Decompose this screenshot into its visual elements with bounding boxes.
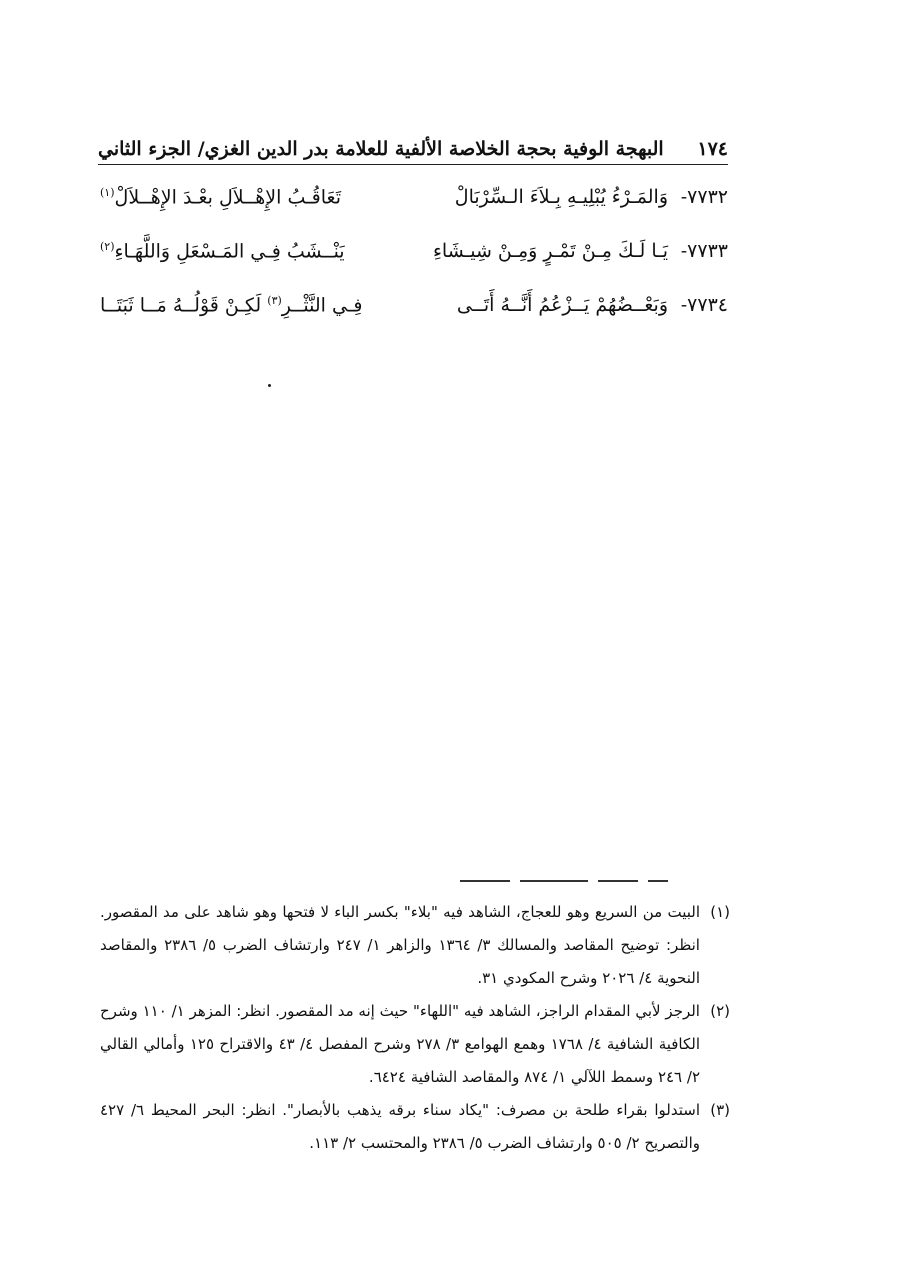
- footnote-number: (٣): [710, 1101, 730, 1119]
- page-number: ١٧٤: [697, 138, 728, 160]
- verse-line: [100, 170, 728, 224]
- footnote-reference: (٣): [267, 293, 282, 307]
- verse-second-text-start: فِـي النَّثْــرِ: [281, 294, 363, 317]
- page-header: [98, 130, 728, 160]
- footnote-separator: [460, 880, 668, 882]
- verse-second-text-end: لَكِـنْ قَوْلُــهُ مَــا ثَبَتَــا: [100, 294, 262, 317]
- footnote-text: استدلوا بقراء طلحة بن مصرف: "يكاد سناء برقه يذهب بالأبصار". انظر: البحر المحيط ٦/ ٤٢٧ والتصريح ٢/ ٥٠٥ وارتشاف الضرب ٥/ ٢٣٨٦ والمحتسب ٢/ ١١٣.: [100, 1101, 700, 1152]
- footnote: [100, 1094, 730, 1160]
- stray-dot: [268, 384, 271, 387]
- footnote-number: (٢): [710, 1002, 730, 1020]
- verse-number: ٧٧٣٤-: [680, 294, 728, 316]
- verse-second-hemistich: [100, 186, 384, 208]
- footnote: [100, 995, 730, 1094]
- verse-second-text: يَنْــشَبُ فِـي المَـسْعَلِ وَاللَّهَـاءِ: [114, 240, 345, 263]
- verse-number: ٧٧٣٣-: [680, 240, 728, 262]
- header-rule: [98, 164, 728, 165]
- footnote-text: البيت من السريع وهو للعجاج، الشاهد فيه "بلاء" بكسر الباء لا فتحها وهو شاهد على مد المقصور. انظر: توضيح المقاصد والمسالك ٣/ ١٣٦٤ والزاهر ١/ ٢٤٧ وارتشاف الضرب ٥/ ٢٣٨٦ والمقاصد النحوية ٤/ ٢٠٢٦ وشرح المكودي ٣١.: [100, 903, 700, 987]
- verse-block: [100, 170, 728, 332]
- verse-first-hemistich: يَـا لَـكَ مِـنْ تَمْـرٍ وَمِـنْ شِيـشَاءِ: [432, 240, 668, 262]
- footnotes: [100, 896, 730, 1160]
- footnote-number: (١): [710, 903, 730, 921]
- footnote-reference: (٢): [100, 239, 115, 253]
- verse-second-hemistich: [100, 294, 384, 316]
- footnote: [100, 896, 730, 995]
- footnote-text: الرجز لأبي المقدام الراجز، الشاهد فيه "اللهاء" حيث إنه مد المقصور. انظر: المزهر ١/ ١١٠ وشرح الكافية الشافية ٤/ ١٧٦٨ وهمع الهوامع ٣/ ٢٧٨ وشرح المفصل ٤/ ٤٣ والاقتراح ١٢٥ وأمالي القالي ٢/ ٢٤٦ وسمط اللآلي ١/ ٨٧٤ والمقاصد الشافية ٦٤٢٤.: [100, 1002, 701, 1086]
- verse-first-hemistich: وَالمَـرْءُ يُبْلِيـهِ بِـلاَءَ الـسِّرْبَالْ: [454, 186, 668, 208]
- verse-first-hemistich: وَبَعْــضُهُمْ يَــزْعُمُ أَنَّــهُ أَتَــى: [456, 294, 668, 316]
- running-title: البهجة الوفية بحجة الخلاصة الألفية للعلامة بدر الدين الغزي/ الجزء الثاني: [98, 138, 664, 160]
- verse-line: [100, 224, 728, 278]
- verse-line: [100, 278, 728, 332]
- verse-number: ٧٧٣٢-: [680, 186, 728, 208]
- verse-second-text: تَعَاقُـبُ الإِهْــلاَلِ بعْـدَ الإِهْــلاَلْ: [114, 186, 341, 209]
- verse-second-hemistich: [100, 240, 384, 262]
- footnote-reference: (١): [100, 185, 115, 199]
